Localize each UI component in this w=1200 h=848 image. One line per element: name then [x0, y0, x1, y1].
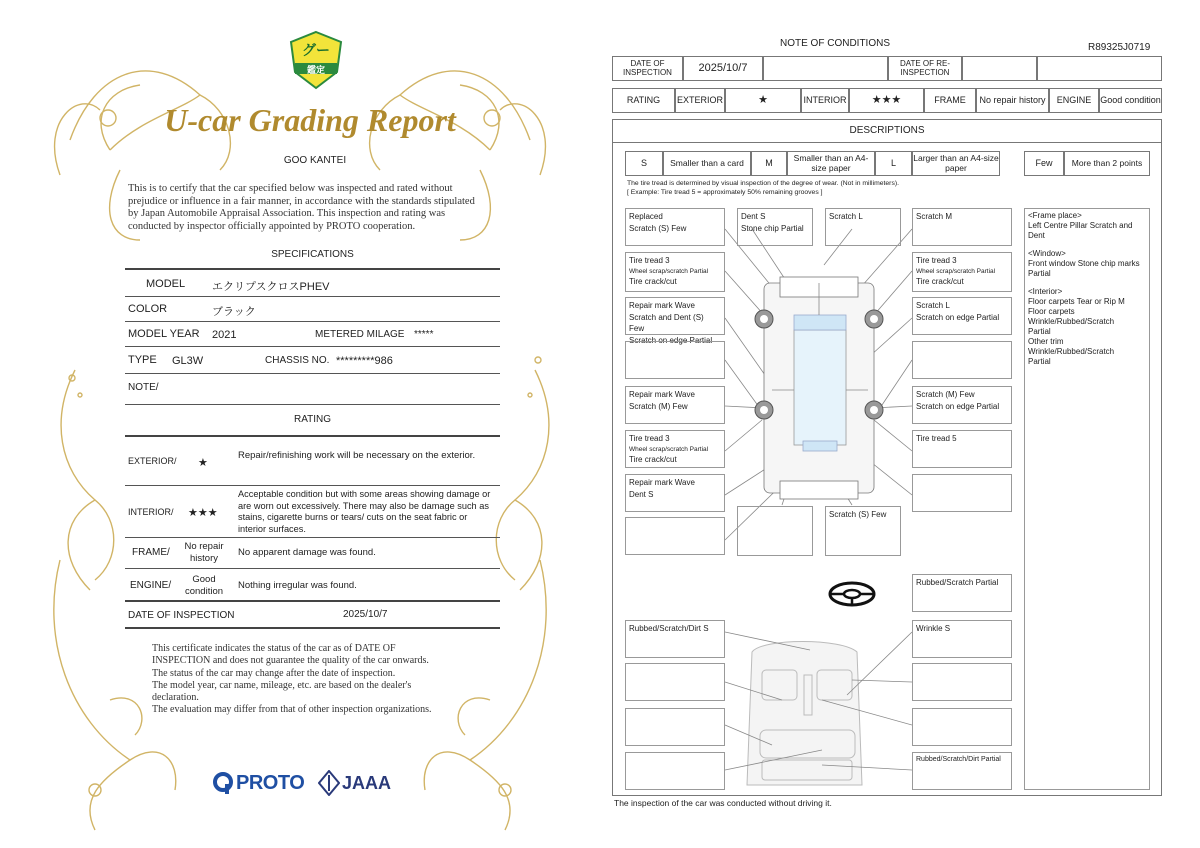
condition-box-rear-gate — [825, 506, 901, 556]
condition-text: Rubbed/Scratch/Dirt Partial — [916, 756, 1001, 763]
divider — [125, 268, 500, 270]
condition-text: Scratch (M) Few — [916, 390, 975, 399]
condition-box-right-rear-door — [912, 386, 1012, 424]
condition-box-roof-front — [825, 208, 901, 246]
divider — [125, 321, 500, 322]
divider — [125, 346, 500, 347]
exterior-description: Repair/refinishing work will be necessary on the exterior. — [238, 450, 476, 461]
date-of-inspection-label: DATE OF INSPECTION — [128, 610, 235, 621]
model-year-label: MODEL YEAR — [128, 328, 200, 340]
condition-text: Rubbed/Scratch Partial — [916, 578, 999, 587]
proto-logo-text: PROTO — [236, 772, 305, 794]
legend-m: M — [751, 151, 787, 176]
condition-text: Repair mark Wave — [629, 390, 695, 399]
frame-value: No repair history — [976, 88, 1049, 113]
frame-description: No apparent damage was found. — [238, 547, 376, 558]
metered-mileage-value: ***** — [414, 329, 434, 340]
condition-box-tire-rl — [625, 430, 725, 468]
condition-text: Scratch on edge Partial — [916, 401, 1000, 411]
specifications-header: SPECIFICATIONS — [271, 249, 354, 260]
interior-label: INTERIOR — [801, 88, 849, 113]
legend-few: Few — [1024, 151, 1064, 176]
condition-text: Scratch and Dent (S) Few — [629, 312, 704, 334]
condition-text: Scratch M — [916, 212, 953, 221]
color-value: ブラック — [212, 306, 256, 318]
condition-text: Scratch (S) Few — [629, 223, 687, 233]
engine-label: ENGINE/ — [130, 580, 172, 591]
condition-text: Wheel scrap/scratch Partial — [629, 445, 709, 453]
condition-text: Tire crack/cut — [629, 277, 677, 287]
doi-header: DATE OF INSPECTION — [612, 56, 683, 81]
condition-text: Tire tread 3 — [916, 256, 957, 265]
exterior-label: EXTERIOR/ — [128, 456, 177, 466]
condition-box-tire-fl — [625, 252, 725, 292]
interior-description: Acceptable condition but with some areas showing damage or are worn out excessively. There may also be damage such as stains, cigarette burns or tears/ cuts on the seat fabric or interior surfaces. — [238, 489, 491, 534]
jaaa-logo-icon — [318, 770, 340, 796]
footer-line: This certificate indicates the status of the car as of DATE OF — [152, 643, 396, 654]
model-value: エクリプスクロスPHEV — [212, 281, 330, 293]
condition-text: Tire crack/cut — [916, 277, 964, 287]
doi-blank — [763, 56, 888, 81]
side-note-line: Front window Stone chip marks Partial — [1028, 259, 1140, 278]
condition-text: Tire tread 3 — [629, 434, 670, 443]
reference-number: R89325J0719 — [1088, 42, 1151, 53]
side-note-line: <Interior> — [1028, 287, 1063, 296]
engine-value: Good condition — [1099, 88, 1162, 113]
certify-text — [128, 183, 508, 233]
footer-line: The model year, car name, mileage, etc. are based on the dealer's — [152, 679, 412, 691]
divider — [125, 600, 500, 602]
badge-bottom-text: 鑑定 — [306, 65, 325, 75]
spacer — [1028, 241, 1146, 249]
type-label: TYPE — [128, 354, 157, 366]
color-label: COLOR — [128, 303, 168, 315]
interior-stars: ★★★ — [188, 507, 218, 519]
jaaa-logo-text: JAAA — [342, 773, 392, 793]
condition-box-rear-left — [625, 474, 725, 512]
condition-box-left-rear-door — [625, 386, 725, 424]
condition-text: Wrinkle S — [916, 624, 951, 633]
divider — [125, 627, 500, 629]
reinspection-blank — [1037, 56, 1162, 81]
condition-box-left-center — [625, 341, 725, 379]
condition-text: Dent S — [741, 212, 766, 221]
condition-text: Scratch on edge Partial — [916, 312, 1000, 322]
frame-label: FRAME/ — [132, 547, 170, 558]
condition-box-rear-right — [912, 474, 1012, 512]
condition-box-front-left — [625, 208, 725, 246]
divider — [125, 568, 500, 569]
condition-box-front-seat-right — [912, 620, 1012, 658]
condition-text: Rubbed/Scratch/Dirt S — [629, 624, 709, 633]
condition-text: Repair mark Wave — [629, 478, 695, 487]
footer-line: The evaluation may differ from that of other inspection organizations. — [152, 704, 432, 716]
engine-value: Good condition — [184, 574, 224, 597]
chassis-value: *********986 — [336, 355, 393, 367]
legend-l-desc: Larger than an A4-size paper — [912, 151, 1000, 176]
certify-line: conducted by inspector officially appointed by PROTO cooperation. — [128, 220, 416, 232]
condition-box-trunk-right — [912, 752, 1012, 790]
condition-box-hood — [737, 208, 813, 246]
side-note-line: Partial — [1028, 327, 1051, 336]
divider — [125, 435, 500, 437]
tire-note-1: The tire tread is determined by visual inspection of the degree of wear. (Not in millimeters). — [627, 180, 899, 187]
condition-text: Stone chip Partial — [741, 223, 804, 233]
divider — [125, 485, 500, 486]
condition-box-rear-seat-left — [625, 708, 725, 746]
condition-text: Scratch (M) Few — [629, 401, 688, 411]
certify-line: by Japan Automobile Appraisal Association. This inspection and rating was — [128, 208, 446, 219]
rating-label: RATING — [612, 88, 675, 113]
condition-text: Wheel scrap/scratch Partial — [629, 267, 709, 275]
condition-text: Tire crack/cut — [629, 455, 677, 465]
report-subtitle: GOO KANTEI — [283, 155, 347, 166]
condition-box-trunk-left — [625, 752, 725, 790]
reinspection-header: DATE OF RE-INSPECTION — [888, 56, 962, 81]
condition-box-right-front-door — [912, 297, 1012, 335]
side-note-line: Floor carpets — [1028, 307, 1075, 316]
frame-value: No repair history — [184, 541, 224, 564]
descriptions-header: DESCRIPTIONS — [612, 119, 1162, 143]
condition-box-front-seat-left — [625, 663, 725, 701]
legend-s-desc: Smaller than a card — [663, 151, 751, 176]
condition-box-right-center — [912, 341, 1012, 379]
rating-header: RATING — [293, 414, 332, 425]
condition-text: Repair mark Wave — [629, 301, 695, 310]
condition-box-tire-rr — [912, 430, 1012, 468]
condition-text: Scratch on edge Partial — [629, 335, 713, 345]
conditions-footer: The inspection of the car was conducted without driving it. — [614, 798, 832, 808]
side-note-line: Wrinkle/Rubbed/Scratch — [1028, 347, 1115, 356]
certify-line: This is to certify that the car specified below was inspected and rated without — [128, 183, 453, 194]
condition-text: Tire tread 3 — [629, 256, 670, 265]
condition-box-dashboard — [625, 620, 725, 658]
reinspection-value — [962, 56, 1037, 81]
date-of-inspection-value: 2025/10/7 — [343, 609, 388, 620]
proto-logo-icon — [212, 771, 234, 795]
side-note-line: Partial — [1028, 357, 1051, 366]
footer-line: The status of the car may change after the date of inspection. — [152, 667, 396, 679]
spacer — [1028, 279, 1146, 287]
condition-text: Wheel scrap/scratch Partial — [916, 267, 996, 275]
type-value: GL3W — [172, 355, 204, 367]
side-note-line: Wrinkle/Rubbed/Scratch — [1028, 317, 1115, 326]
exterior-stars: ★ — [198, 457, 208, 469]
condition-box-left-front-door — [625, 297, 725, 345]
side-note-line: Left Centre Pillar Scratch and Dent — [1028, 221, 1133, 240]
condition-text: Tire tread 5 — [916, 434, 957, 443]
tire-note-2: [ Example: Tire tread 5 = approximately 50% remaining grooves ] — [627, 189, 823, 196]
condition-text: Scratch L — [916, 301, 950, 310]
badge-top-text: グー — [302, 42, 330, 58]
conditions-title: NOTE OF CONDITIONS — [780, 38, 890, 49]
divider — [125, 296, 500, 297]
legend-s: S — [625, 151, 663, 176]
condition-text: Replaced — [629, 212, 663, 221]
exterior-stars: ★ — [725, 88, 801, 113]
engine-description: Nothing irregular was found. — [238, 580, 357, 591]
condition-text: Scratch (S) Few — [829, 510, 887, 519]
footer-line: declaration. — [152, 692, 199, 704]
chassis-label: CHASSIS NO. — [265, 355, 330, 366]
divider — [125, 537, 500, 538]
frame-label: FRAME — [924, 88, 976, 113]
note-label: NOTE/ — [128, 382, 159, 393]
condition-box-rear-bottom-left — [625, 517, 725, 555]
side-note-line: Other trim — [1028, 337, 1064, 346]
certify-line: prejudice or influence in a fair manner, in accordance with the standards stipulated — [128, 195, 475, 207]
model-year-value: 2021 — [212, 329, 237, 341]
condition-box-steering — [912, 574, 1012, 612]
side-note-line: <Frame place> — [1028, 211, 1082, 220]
interior-label: INTERIOR/ — [128, 507, 174, 517]
divider — [125, 373, 500, 374]
legend-l: L — [875, 151, 912, 176]
interior-stars: ★★★ — [849, 88, 924, 113]
condition-box-tire-fr — [912, 252, 1012, 292]
side-notes-box — [1024, 208, 1150, 790]
legend-few-desc: More than 2 points — [1064, 151, 1150, 176]
report-title: U-car Grading Report — [164, 102, 456, 138]
condition-box-console — [912, 663, 1012, 701]
legend-m-desc: Smaller than an A4-size paper — [787, 151, 875, 176]
divider — [125, 404, 500, 405]
condition-text: Dent S — [629, 489, 654, 499]
model-label: MODEL — [146, 278, 186, 290]
side-note-line: Floor carpets Tear or Rip M — [1028, 297, 1125, 306]
condition-box-rear-bumper — [737, 506, 813, 556]
condition-box-front-right — [912, 208, 1012, 246]
exterior-label: EXTERIOR — [675, 88, 725, 113]
doi-value: 2025/10/7 — [683, 56, 763, 81]
engine-label: ENGINE — [1049, 88, 1099, 113]
certificate-footer — [152, 643, 482, 717]
footer-line: INSPECTION and does not guarantee the quality of the car onwards. — [152, 655, 429, 667]
condition-box-rear-seat-right — [912, 708, 1012, 746]
metered-mileage-label: METERED MILAGE — [315, 329, 405, 340]
steering-wheel-icon — [826, 580, 878, 608]
condition-text: Scratch L — [829, 212, 863, 221]
side-note-line: <Window> — [1028, 249, 1066, 258]
